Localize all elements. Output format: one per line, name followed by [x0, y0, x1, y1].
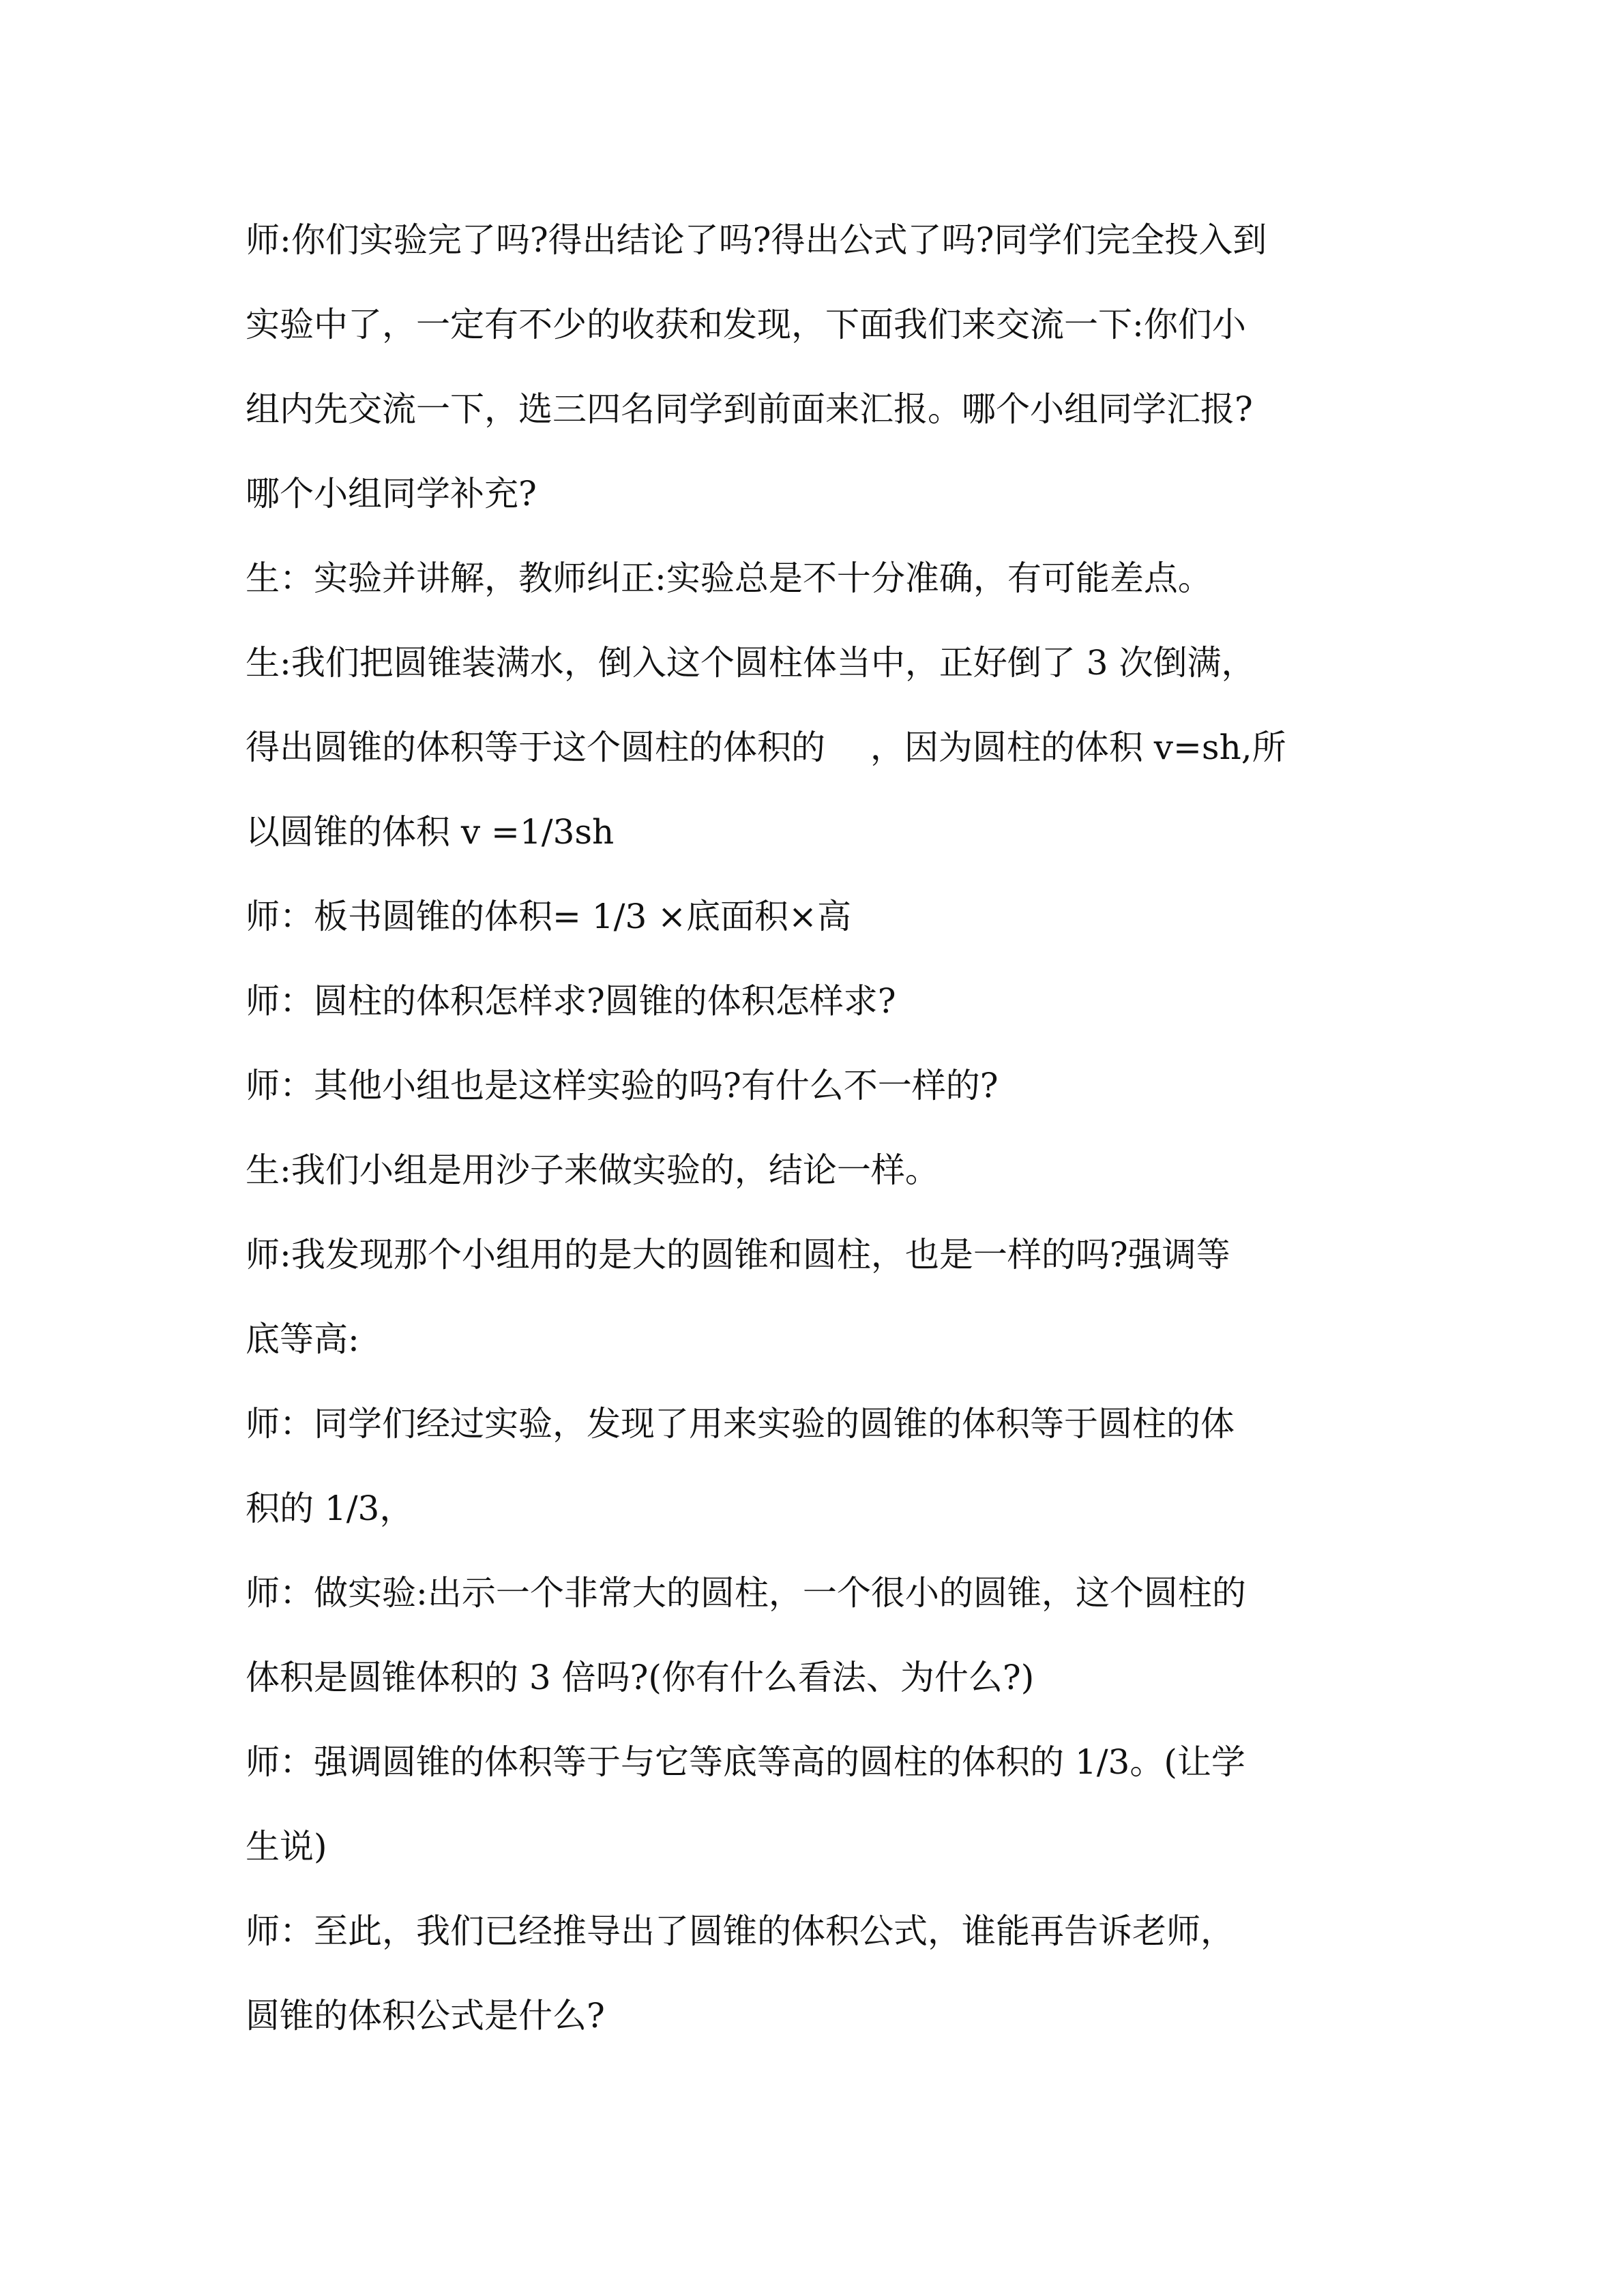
text-line-6: 生:我们把圆锥装满水，倒入这个圆柱体当中，正好倒了 3 次倒满，	[246, 643, 1256, 683]
text-line-5: 生：实验并讲解，教师纠正:实验总是不十分准确，有可能差点。	[246, 558, 1212, 598]
text-line-8: 以圆锥的体积 v =1/3sh	[246, 812, 615, 852]
text-line-7: 得出圆锥的体积等于这个圆柱的体积的 ，因为圆柱的体积 v=sh,所	[246, 728, 1286, 767]
text-line-18: 体积是圆锥体积的 3 倍吗?(你有什么看法、为什么?)	[246, 1658, 1035, 1697]
text-line-16: 积的 1/3，	[246, 1489, 414, 1528]
text-line-9: 师：板书圆锥的体积= 1/3 ×底面积×高	[246, 897, 851, 936]
document-body	[246, 198, 1391, 2058]
text-line-4: 哪个小组同学补充?	[246, 474, 537, 513]
text-line-17: 师：做实验:出示一个非常大的圆柱，一个很小的圆锥，这个圆柱的	[246, 1573, 1246, 1613]
text-line-11: 师：其他小组也是这样实验的吗?有什么不一样的?	[246, 1066, 999, 1105]
text-line-10: 师：圆柱的体积怎样求?圆锥的体积怎样求?	[246, 981, 896, 1021]
text-line-22: 圆锥的体积公式是什么?	[246, 1996, 605, 2036]
text-line-3: 组内先交流一下，选三四名同学到前面来汇报。哪个小组同学汇报?	[246, 389, 1253, 429]
text-line-19: 师：强调圆锥的体积等于与它等底等高的圆柱的体积的 1/3。(让学	[246, 1742, 1245, 1782]
text-line-13: 师:我发现那个小组用的是大的圆锥和圆柱，也是一样的吗?强调等	[246, 1235, 1230, 1274]
text-line-2: 实验中了，一定有不少的收获和发现，下面我们来交流一下:你们小	[246, 305, 1246, 344]
text-line-14: 底等高:	[246, 1320, 359, 1359]
text-line-1: 师:你们实验完了吗?得出结论了吗?得出公式了吗?同学们完全投入到	[246, 220, 1267, 260]
text-line-15: 师：同学们经过实验，发现了用来实验的圆锥的体积等于圆柱的体	[246, 1404, 1235, 1444]
text-line-20: 生说)	[246, 1827, 327, 1866]
text-line-12: 生:我们小组是用沙子来做实验的，结论一样。	[246, 1150, 939, 1190]
text-line-21: 师：至此，我们已经推导出了圆锥的体积公式，谁能再告诉老师，	[246, 1911, 1235, 1951]
